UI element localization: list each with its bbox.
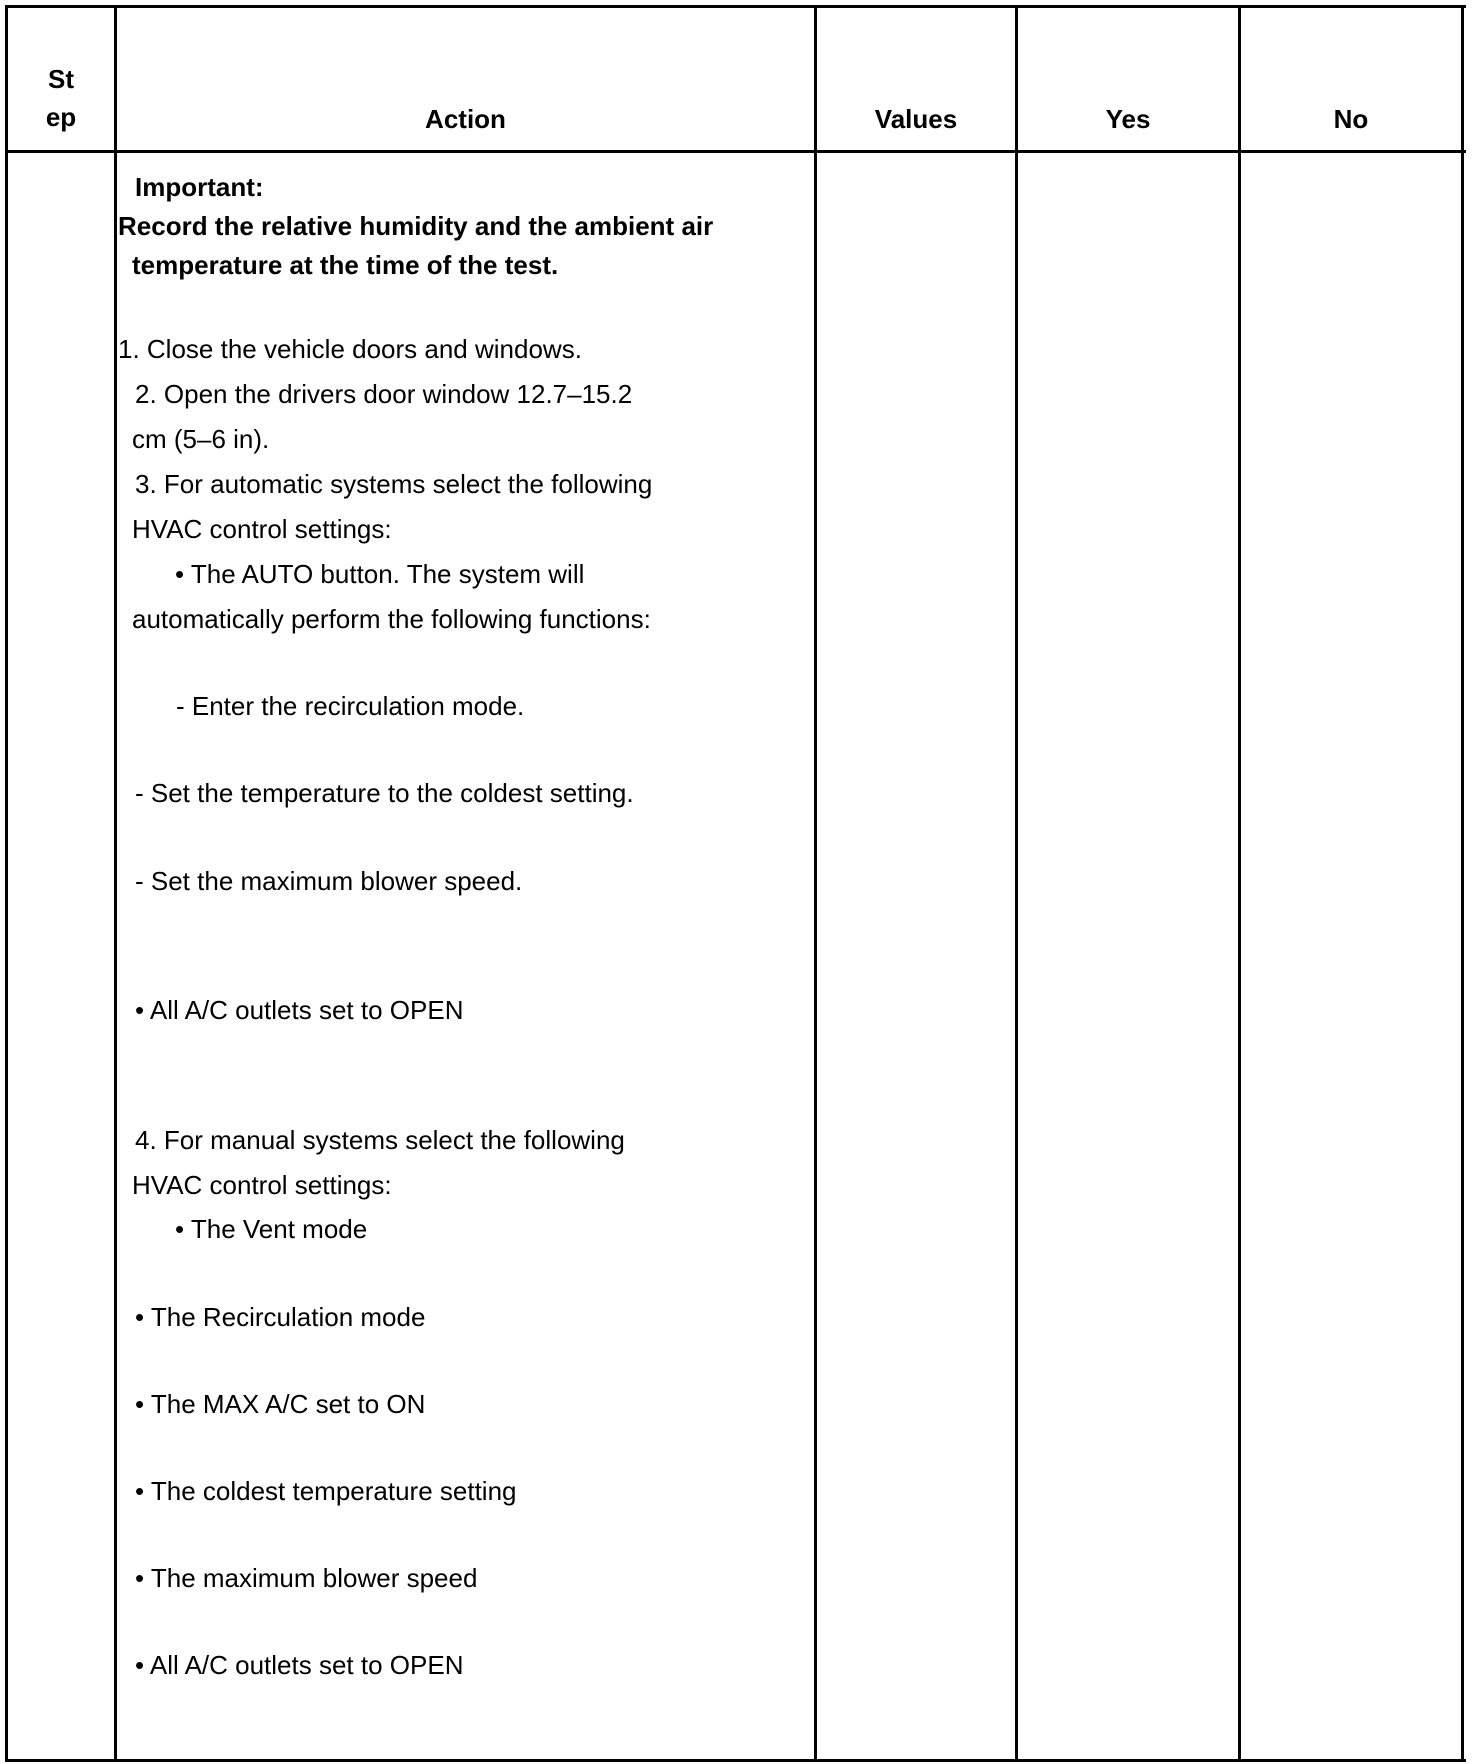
header-step-line1: St xyxy=(48,64,74,94)
col-divider-yes-no xyxy=(1238,5,1241,1762)
step-4-bullet-recirculation: • The Recirculation mode xyxy=(135,1302,426,1332)
header-action: Action xyxy=(425,104,506,134)
table-top-border xyxy=(5,5,1466,8)
step-3-bullet-outlets: • All A/C outlets set to OPEN xyxy=(135,995,464,1025)
step-1-text: 1. Close the vehicle doors and windows. xyxy=(118,334,582,364)
step-4-bullet-coldest: • The coldest temperature setting xyxy=(135,1476,517,1506)
header-bottom-border xyxy=(5,150,1466,153)
step-3-text-line1: 3. For automatic systems select the following xyxy=(135,469,653,499)
header-step xyxy=(8,64,114,132)
table-left-border xyxy=(5,5,8,1762)
step-3-dash-recirculation: - Enter the recirculation mode. xyxy=(176,691,525,721)
table-right-border xyxy=(1461,5,1464,1762)
step-2-text-line2: cm (5–6 in). xyxy=(132,424,270,454)
col-divider-values-yes xyxy=(1015,5,1018,1762)
important-text-line1: Record the relative humidity and the ambient air xyxy=(118,211,714,241)
step-2-text-line1: 2. Open the drivers door window 12.7–15.2 xyxy=(135,379,633,409)
important-label: Important: xyxy=(135,172,264,202)
step-4-text-line1: 4. For manual systems select the following xyxy=(135,1125,625,1155)
step-3-text-line2: HVAC control settings: xyxy=(132,514,392,544)
header-step-line2: ep xyxy=(45,102,77,132)
step-4-text-line2: HVAC control settings: xyxy=(132,1170,392,1200)
header-yes: Yes xyxy=(1105,104,1151,134)
important-text-line2: temperature at the time of the test. xyxy=(132,250,559,280)
header-no: No xyxy=(1333,104,1369,134)
step-4-bullet-vent: • The Vent mode xyxy=(175,1214,368,1244)
step-3-dash-blower: - Set the maximum blower speed. xyxy=(135,866,523,896)
step-4-bullet-max-ac: • The MAX A/C set to ON xyxy=(135,1389,426,1419)
header-values: Values xyxy=(874,104,958,134)
step-4-bullet-blower: • The maximum blower speed xyxy=(135,1563,478,1593)
step-3-bullet-line1: • The AUTO button. The system will xyxy=(175,559,585,589)
col-divider-step-action xyxy=(114,5,117,1762)
col-divider-action-values xyxy=(814,5,817,1762)
step-4-bullet-outlets: • All A/C outlets set to OPEN xyxy=(135,1650,464,1680)
table-bottom-border xyxy=(5,1759,1466,1762)
step-3-dash-temperature: - Set the temperature to the coldest setting. xyxy=(135,778,634,808)
step-3-bullet-line2: automatically perform the following functions: xyxy=(132,604,651,634)
